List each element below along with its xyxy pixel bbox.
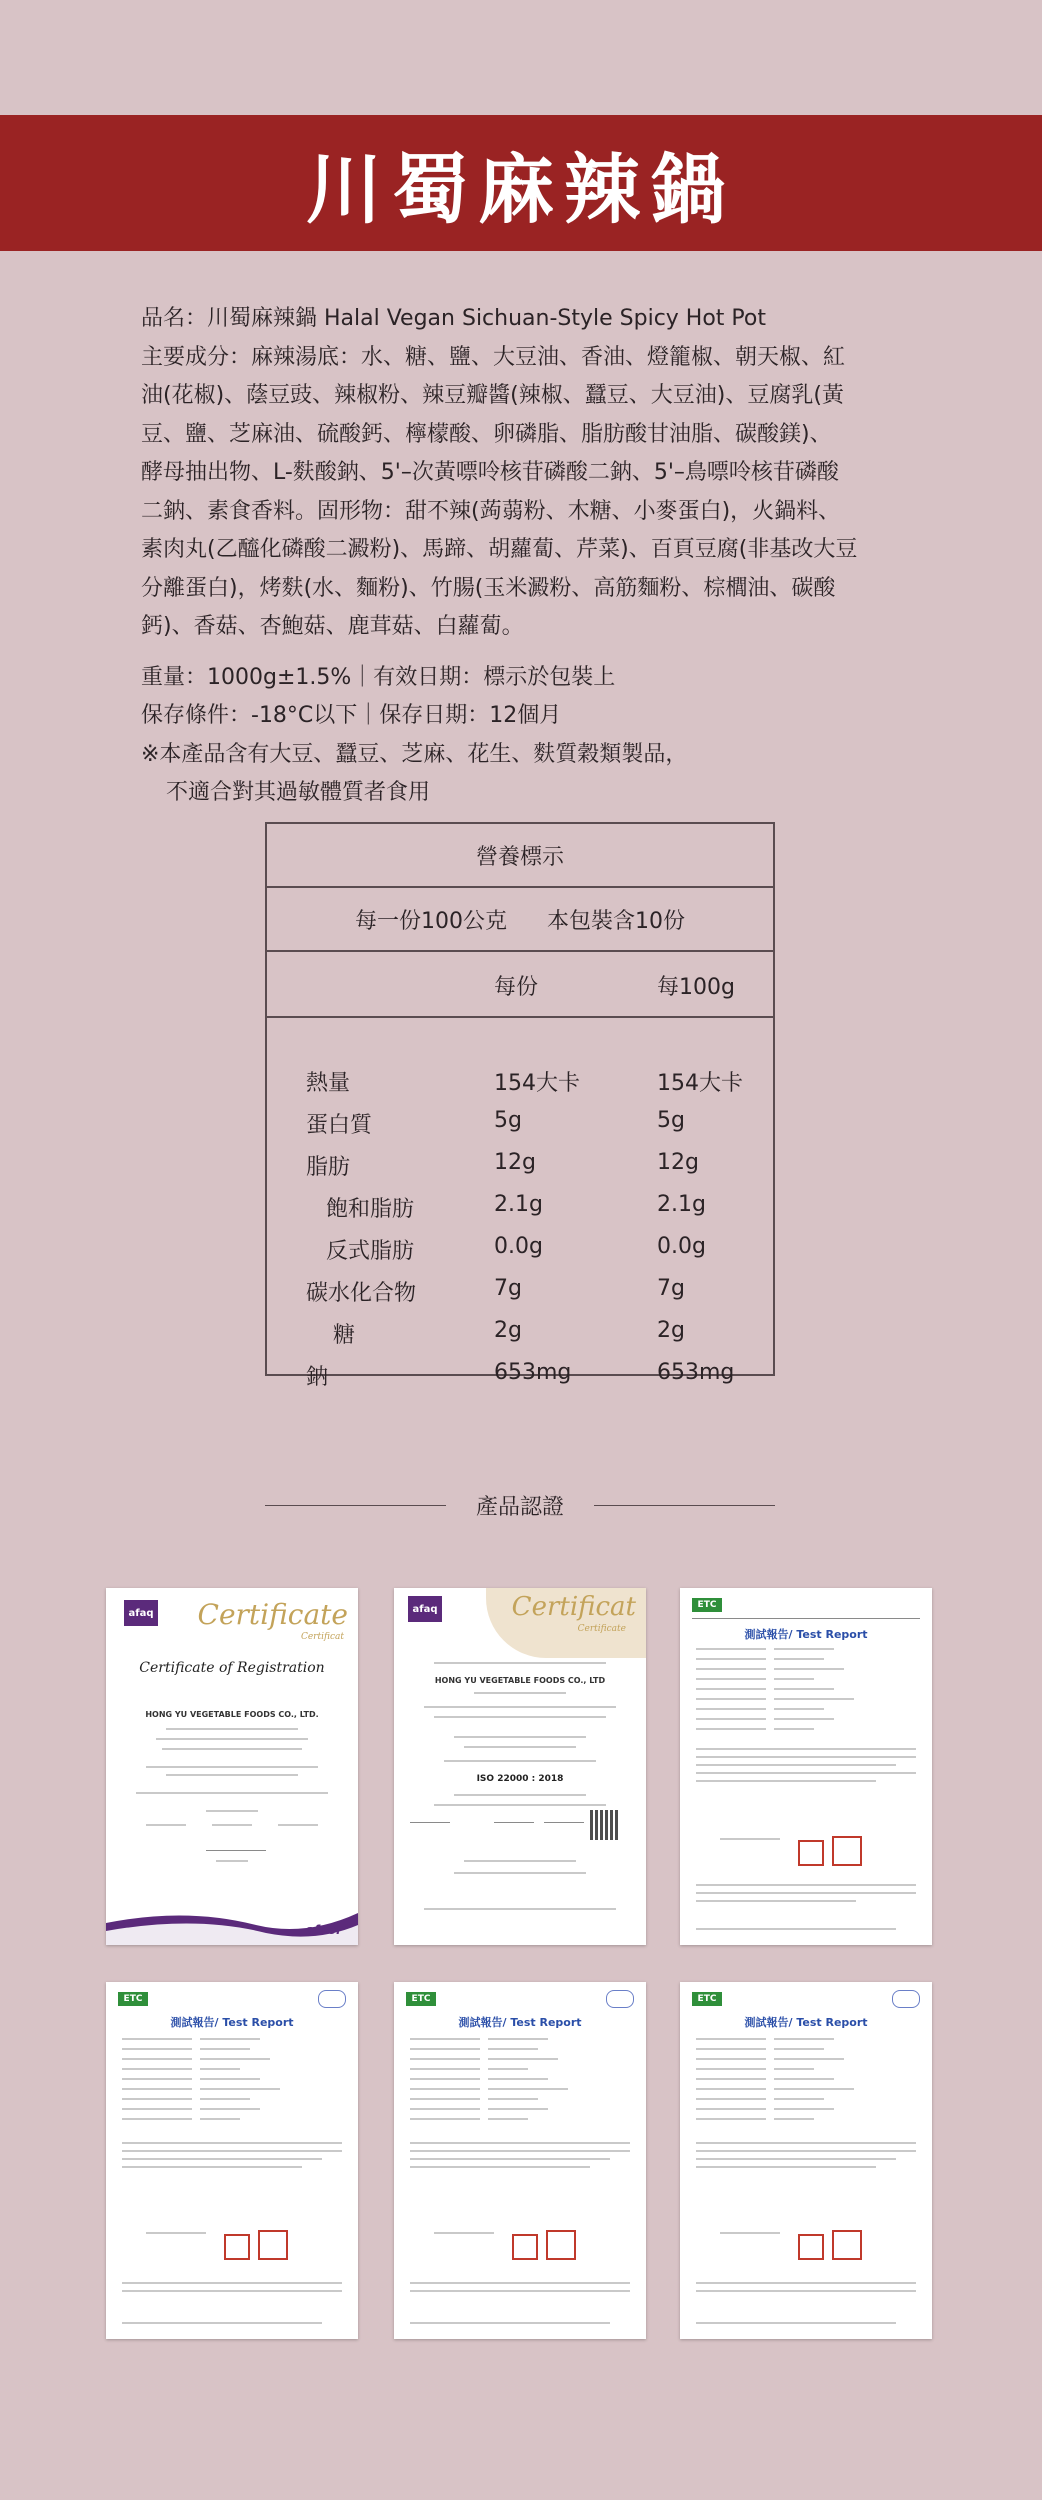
test-report-image [680, 1982, 932, 2339]
nutrition-title: 營養標示 [267, 824, 773, 888]
divider [265, 1505, 446, 1506]
certificate-word: Certificate [197, 1598, 348, 1631]
nutrient-label: 熱量 [306, 1071, 351, 1096]
nutrition-row [267, 1058, 773, 1100]
serving-row [267, 888, 773, 952]
test-report-image [106, 1982, 358, 2339]
per-serving-value: 12g [494, 1150, 536, 1175]
ingredient-line: 油(花椒)、蔭豆豉、辣椒粉、辣豆瓣醬(辣椒、蠶豆、大豆油)、豆腐乳(黃 [141, 383, 844, 408]
company-name: HONG YU VEGETABLE FOODS CO., LTD [434, 1676, 606, 1685]
report-title: 測試報告/ Test Report [170, 2016, 294, 2029]
seal-stamp [224, 2234, 250, 2260]
report-title: 測試報告/ Test Report [458, 2016, 582, 2029]
certification-heading [265, 1490, 775, 1520]
seal-stamp [832, 2230, 862, 2260]
accreditation-badge [606, 1990, 634, 2008]
registration-title: Certificate of Registration [139, 1660, 325, 1676]
servings-per-pack: 本包裝含10份 [547, 908, 685, 934]
ingredient-line: 素肉丸(乙醯化磷酸二澱粉)、馬蹄、胡蘿蔔、芹菜)、百頁豆腐(非基改大豆 [141, 537, 858, 562]
product-name: 品名：川蜀麻辣鍋 Halal Vegan Sichuan-Style Spicy Hot Pot [141, 306, 766, 331]
per-serving-value: 653mg [494, 1360, 572, 1385]
weight-expiry: 重量：1000g±1.5%｜有效日期：標示於包裝上 [141, 664, 616, 690]
report-title: 測試報告/ Test Report [744, 1628, 868, 1641]
serving-size: 每一份100公克 [355, 908, 507, 934]
per-serving-value: 2.1g [494, 1192, 543, 1217]
per-100g-value: 154大卡 [657, 1071, 743, 1096]
report-title: 測試報告/ Test Report [744, 2016, 868, 2029]
iso-standard: ISO 22000 : 2018 [476, 1774, 564, 1784]
etc-logo: ETC [118, 1992, 148, 2006]
nutrient-label: 反式脂肪 [326, 1239, 415, 1264]
per-100g-value: 5g [657, 1108, 685, 1133]
nutrient-label: 碳水化合物 [306, 1281, 417, 1306]
per-serving-value: 0.0g [494, 1234, 543, 1259]
title-banner [0, 115, 1042, 251]
afaq-logo: afaq [124, 1600, 158, 1626]
seal-stamp [512, 2234, 538, 2260]
nutrient-label: 糖 [333, 1323, 356, 1348]
ingredient-line: 二鈉、素食香料。固形物：甜不辣(蒟蒻粉、木糖、小麥蛋白)，火鍋料、 [141, 498, 841, 524]
nutrition-row [267, 1226, 773, 1268]
per-serving-value: 7g [494, 1276, 522, 1301]
divider [594, 1505, 775, 1506]
seal-stamp [798, 2234, 824, 2260]
certificate-subword: Certificat [300, 1632, 344, 1642]
nutrition-table [265, 822, 775, 1390]
qr-code [590, 1810, 620, 1840]
certification-title: 產品認證 [476, 1494, 565, 1520]
allergen-warning: ※本產品含有大豆、蠶豆、芝麻、花生、麩質穀類製品， [141, 741, 688, 767]
certificate-subword: Certificate [577, 1624, 626, 1634]
per-100g-value: 0.0g [657, 1234, 706, 1259]
ingredient-line: 鈣)、香菇、杏鮑菇、鹿茸菇、白蘿蔔。 [141, 614, 524, 639]
nutrient-label: 飽和脂肪 [326, 1197, 415, 1222]
nutrition-rows [267, 1018, 773, 1394]
seal-stamp [798, 1840, 824, 1866]
per-100g-value: 7g [657, 1276, 685, 1301]
nutrition-column-headers [267, 952, 773, 1018]
certificate-registration-image [106, 1588, 358, 1945]
ingredient-line: 酵母抽出物、L-麩酸鈉、5'–次黃嘌呤核苷磷酸二鈉、5'–鳥嘌呤核苷磷酸 [141, 460, 839, 485]
test-report-image [394, 1982, 646, 2339]
accreditation-badge [892, 1990, 920, 2008]
per-serving-value: 154大卡 [494, 1071, 580, 1096]
page-title: 川蜀麻辣鍋 [306, 144, 736, 234]
nutrition-row [267, 1310, 773, 1352]
ingredient-line: 分離蛋白)，烤麩(水、麵粉)、竹腸(玉米澱粉、高筋麵粉、棕櫚油、碳酸 [141, 575, 836, 601]
nutrient-label: 鈉 [306, 1365, 329, 1390]
nutrition-row [267, 1268, 773, 1310]
per-100g-value: 653mg [657, 1360, 735, 1385]
certificate-word: Certificat [511, 1592, 636, 1622]
per-100g-value: 2.1g [657, 1192, 706, 1217]
nutrition-row [267, 1142, 773, 1184]
ingredient-line: 豆、鹽、芝麻油、硫酸鈣、檸檬酸、卵磷脂、脂肪酸甘油脂、碳酸鎂)、 [141, 421, 832, 447]
seal-stamp [832, 1836, 862, 1866]
nutrition-row [267, 1184, 773, 1226]
col-per-100g: 每100g [657, 975, 735, 1000]
certificate-iso-image [394, 1588, 646, 1945]
allergen-warning-cont: 不適合對其過敏體質者食用 [166, 780, 431, 805]
company-name: HONG YU VEGETABLE FOODS CO., LTD. [145, 1710, 319, 1719]
col-per-serving: 每份 [494, 975, 539, 1000]
storage-info: 保存條件：-18°C以下｜保存日期：12個月 [141, 703, 562, 728]
nutrient-label: 脂肪 [306, 1155, 351, 1180]
per-serving-value: 5g [494, 1108, 522, 1133]
seal-stamp [258, 2230, 288, 2260]
nutrition-row [267, 1100, 773, 1142]
etc-logo: ETC [692, 1598, 722, 1612]
per-serving-value: 2g [494, 1318, 522, 1343]
nutrition-row [267, 1352, 773, 1394]
accreditation-badge [318, 1990, 346, 2008]
ingredient-line: 主要成分：麻辣湯底：水、糖、鹽、大豆油、香油、燈籠椒、朝天椒、紅 [141, 344, 846, 370]
afaq-logo: afaq [408, 1596, 442, 1622]
afnor-logo: afnor [305, 1923, 342, 1937]
per-100g-value: 12g [657, 1150, 699, 1175]
per-100g-value: 2g [657, 1318, 685, 1343]
etc-logo: ETC [406, 1992, 436, 2006]
product-info [141, 300, 911, 813]
etc-logo: ETC [692, 1992, 722, 2006]
nutrient-label: 蛋白質 [306, 1113, 373, 1138]
seal-stamp [546, 2230, 576, 2260]
test-report-image [680, 1588, 932, 1945]
